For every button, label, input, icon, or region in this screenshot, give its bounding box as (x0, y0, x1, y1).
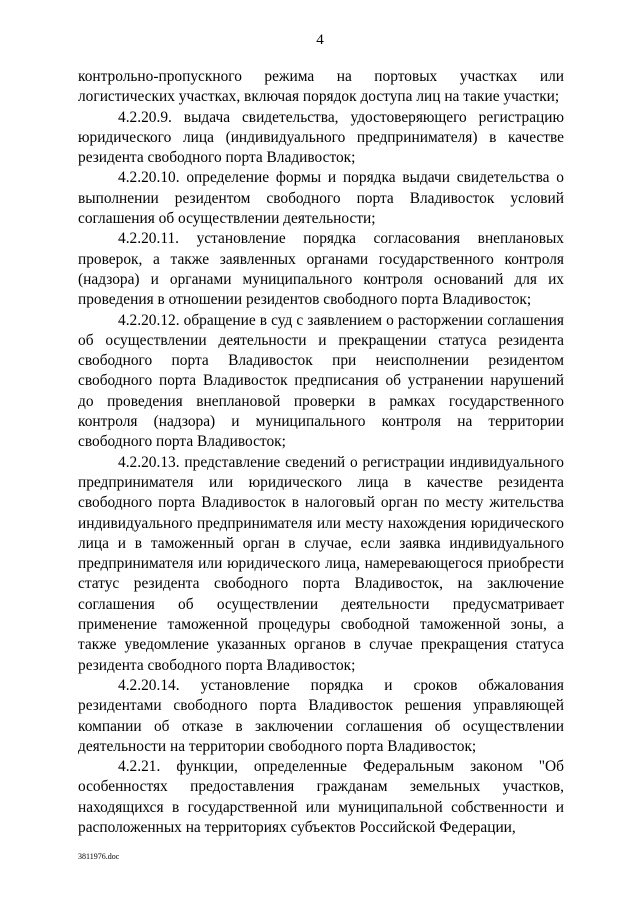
paragraph-4-2-20-14: 4.2.20.14. установление порядка и сроков обжалования резидентами свободного порта Владивосток решения управляющей компании об отказе в заключении соглашения об осуществлении деятельности на территории свободного порта Владивосток; (78, 676, 564, 755)
page-number: 4 (316, 32, 324, 48)
paragraph-4-2-20-10: 4.2.20.10. определение формы и порядка выдачи свидетельства о выполнении резидентом свободного порта Владивосток условий соглашения об осуществлении деятельности; (78, 169, 564, 228)
paragraph-4-2-20-11: 4.2.20.11. установление порядка согласования внеплановых проверок, а также заявленных органами государственного контроля (надзора) и органами муниципального контроля оснований для их проведения в отношении резидентов свободного порта Владивосток; (78, 230, 564, 309)
document-body (78, 67, 564, 838)
paragraph-4-2-21: 4.2.21. функции, определенные Федеральным законом "Об особенностях предоставления гражданам земельных участков, находящихся в государственной или муниципальной собственности и расположенных на территориях субъектов Российской Федерации, (78, 758, 564, 836)
paragraph-continuation: контрольно-пропускного режима на портовых участках или логистических участках, включая порядок доступа лиц на такие участки; (78, 68, 564, 106)
paragraph-4-2-20-9: 4.2.20.9. выдача свидетельства, удостоверяющего регистрацию юридического лица (индивидуального предпринимателя) в качестве резидента свободного порта Владивосток; (78, 108, 564, 167)
paragraph-4-2-20-13: 4.2.20.13. представление сведений о регистрации индивидуального предпринимателя или юридического лица в качестве резидента свободного порта Владивосток в налоговый орган по месту жительства индивидуального предпринимателя или месту нахождения юридического лица и в таможенный орган в случае, если заявка индивидуального предпринимателя или юридического лица, намеревающегося приобрести статус резидента свободного порта Владивосток, на заключение соглашения об осуществлении деятельности предусматривает применение таможенной процедуры свободной таможенной зоны, а также уведомление указанных органов в случае прекращения статуса резидента свободного порта Владивосток; (78, 453, 564, 674)
footer-filename: 3811976.doc (78, 852, 120, 861)
paragraph-4-2-20-12: 4.2.20.12. обращение в суд с заявлением о расторжении соглашения об осуществлении деятельности и прекращении статуса резидента свободного порта Владивосток при неисполнении резидентом свободного порта Владивосток предписания об устранении нарушений до проведения внеплановой проверки в рамках государственного контроля (надзора) и муниципального контроля на территории свободного порта Владивосток; (78, 311, 564, 451)
